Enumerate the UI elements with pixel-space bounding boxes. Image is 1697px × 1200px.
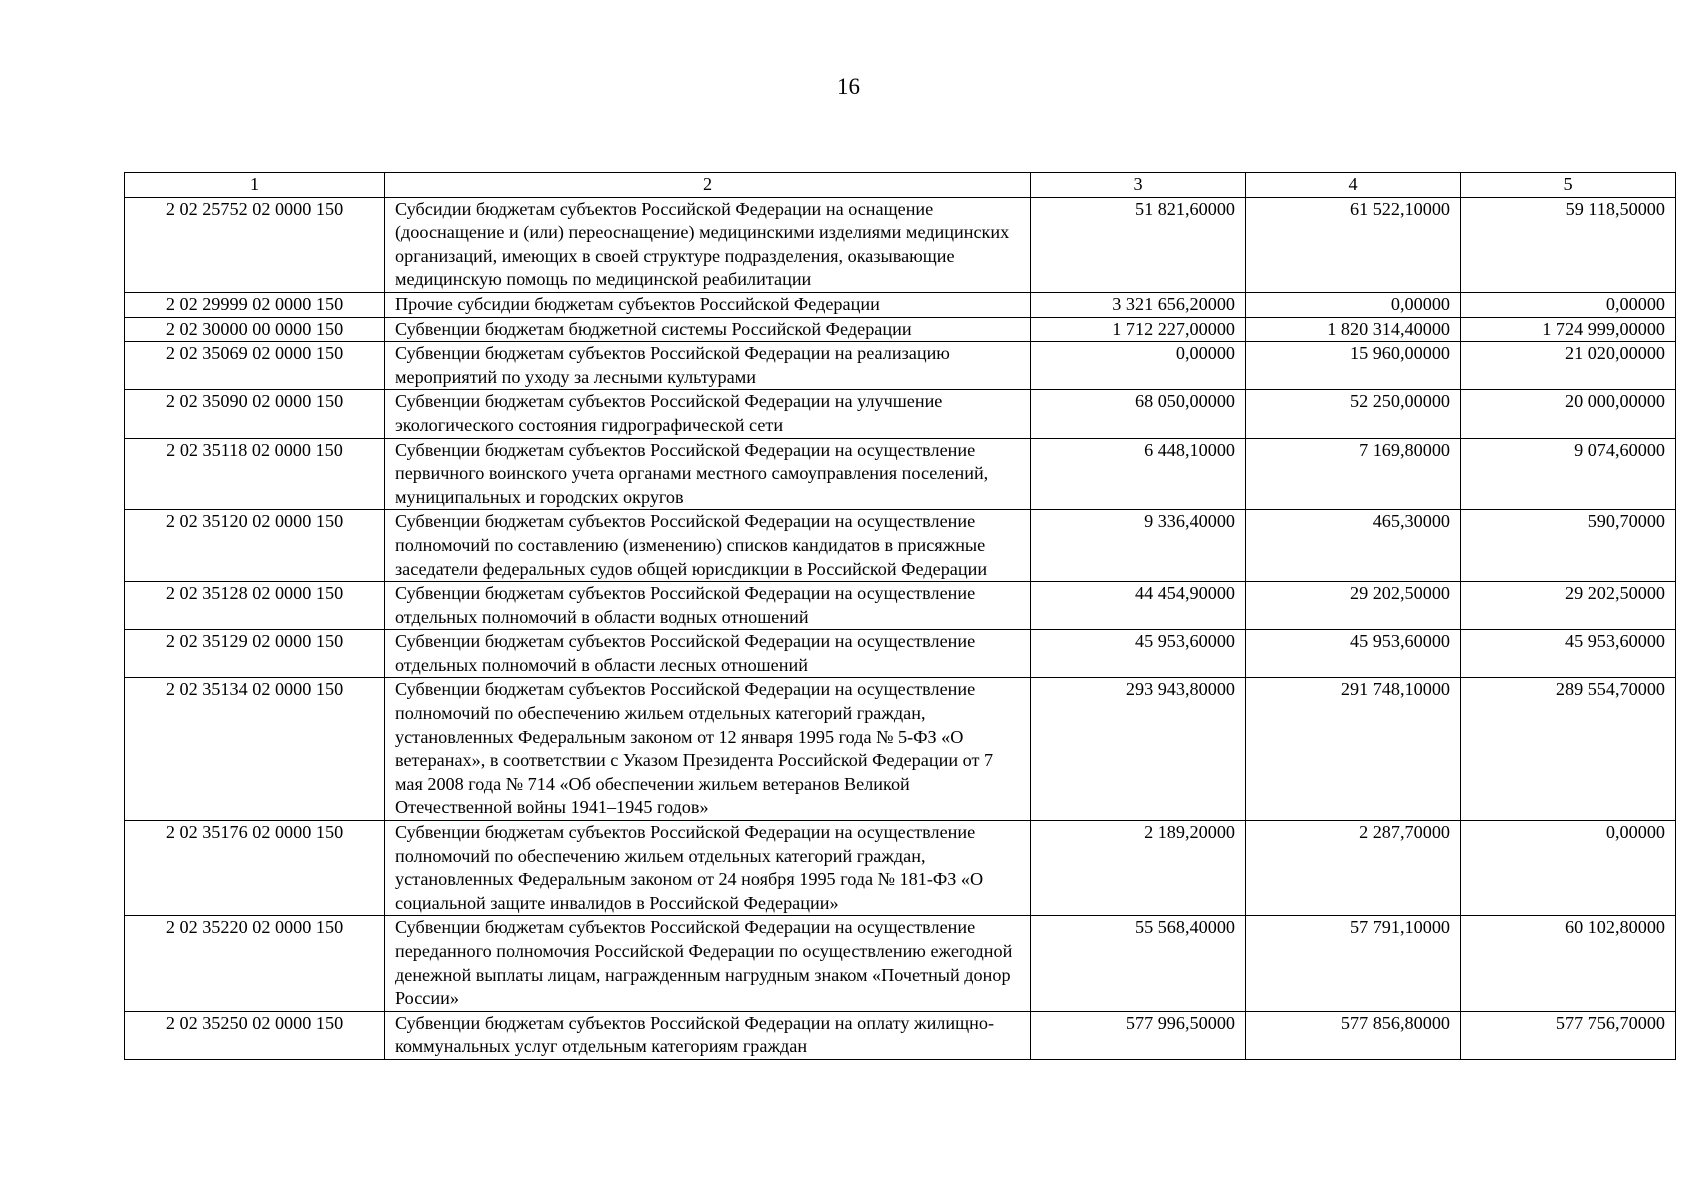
budget-code-cell: 2 02 35118 02 0000 150 bbox=[125, 438, 385, 510]
value-col3-cell: 0,00000 bbox=[1031, 342, 1246, 390]
value-col4-cell: 465,30000 bbox=[1246, 510, 1461, 582]
column-header-5: 5 bbox=[1461, 173, 1676, 198]
value-col4-cell: 7 169,80000 bbox=[1246, 438, 1461, 510]
value-col3-cell: 6 448,10000 bbox=[1031, 438, 1246, 510]
budget-code-cell: 2 02 35134 02 0000 150 bbox=[125, 678, 385, 821]
value-col3-cell: 45 953,60000 bbox=[1031, 630, 1246, 678]
table-row bbox=[125, 197, 1676, 292]
value-col5-cell: 9 074,60000 bbox=[1461, 438, 1676, 510]
value-col5-cell: 45 953,60000 bbox=[1461, 630, 1676, 678]
budget-code-cell: 2 02 30000 00 0000 150 bbox=[125, 317, 385, 342]
value-col5-cell: 29 202,50000 bbox=[1461, 582, 1676, 630]
value-col3-cell: 44 454,90000 bbox=[1031, 582, 1246, 630]
table-row bbox=[125, 292, 1676, 317]
value-col4-cell: 61 522,10000 bbox=[1246, 197, 1461, 292]
table-row bbox=[125, 821, 1676, 916]
value-col4-cell: 0,00000 bbox=[1246, 292, 1461, 317]
value-col4-cell: 52 250,00000 bbox=[1246, 390, 1461, 438]
table-body bbox=[125, 197, 1676, 1059]
description-cell: Субвенции бюджетам субъектов Российской Федерации на осуществление полномочий по обеспечению жильем отдельных категорий граждан, установленных Федеральным законом от 12 января 1995 года № 5-ФЗ «О ветеранах», в соответствии с Указом Президента Российской Федерации от 7 мая 2008 года № 714 «Об обеспечении жильем ветеранов Великой Отечественной войны 1941–1945 годов» bbox=[385, 678, 1031, 821]
value-col3-cell: 55 568,40000 bbox=[1031, 916, 1246, 1011]
value-col5-cell: 20 000,00000 bbox=[1461, 390, 1676, 438]
value-col4-cell: 45 953,60000 bbox=[1246, 630, 1461, 678]
budget-code-cell: 2 02 25752 02 0000 150 bbox=[125, 197, 385, 292]
table-row bbox=[125, 916, 1676, 1011]
table-row bbox=[125, 630, 1676, 678]
value-col4-cell: 1 820 314,40000 bbox=[1246, 317, 1461, 342]
table-row bbox=[125, 1011, 1676, 1059]
table-row bbox=[125, 438, 1676, 510]
budget-code-cell: 2 02 35128 02 0000 150 bbox=[125, 582, 385, 630]
value-col5-cell: 21 020,00000 bbox=[1461, 342, 1676, 390]
description-cell: Субвенции бюджетам субъектов Российской Федерации на реализацию мероприятий по уходу за лесными культурами bbox=[385, 342, 1031, 390]
value-col3-cell: 577 996,50000 bbox=[1031, 1011, 1246, 1059]
value-col4-cell: 15 960,00000 bbox=[1246, 342, 1461, 390]
value-col3-cell: 3 321 656,20000 bbox=[1031, 292, 1246, 317]
value-col5-cell: 0,00000 bbox=[1461, 292, 1676, 317]
table-row bbox=[125, 390, 1676, 438]
value-col3-cell: 293 943,80000 bbox=[1031, 678, 1246, 821]
budget-code-cell: 2 02 35220 02 0000 150 bbox=[125, 916, 385, 1011]
value-col5-cell: 590,70000 bbox=[1461, 510, 1676, 582]
table-row bbox=[125, 510, 1676, 582]
description-cell: Субвенции бюджетам субъектов Российской Федерации на осуществление полномочий по обеспечению жильем отдельных категорий граждан, установленных Федеральным законом от 24 ноября 1995 года № 181-ФЗ «О социальной защите инвалидов в Российской Федерации» bbox=[385, 821, 1031, 916]
value-col5-cell: 1 724 999,00000 bbox=[1461, 317, 1676, 342]
value-col5-cell: 59 118,50000 bbox=[1461, 197, 1676, 292]
column-header-1: 1 bbox=[125, 173, 385, 198]
value-col5-cell: 0,00000 bbox=[1461, 821, 1676, 916]
table-row bbox=[125, 342, 1676, 390]
value-col5-cell: 60 102,80000 bbox=[1461, 916, 1676, 1011]
value-col4-cell: 577 856,80000 bbox=[1246, 1011, 1461, 1059]
value-col3-cell: 9 336,40000 bbox=[1031, 510, 1246, 582]
budget-code-cell: 2 02 35120 02 0000 150 bbox=[125, 510, 385, 582]
value-col4-cell: 2 287,70000 bbox=[1246, 821, 1461, 916]
table-row bbox=[125, 678, 1676, 821]
description-cell: Субвенции бюджетам субъектов Российской Федерации на оплату жилищно-коммунальных услуг отдельным категориям граждан bbox=[385, 1011, 1031, 1059]
value-col5-cell: 577 756,70000 bbox=[1461, 1011, 1676, 1059]
description-cell: Субвенции бюджетам бюджетной системы Российской Федерации bbox=[385, 317, 1031, 342]
table-header bbox=[125, 173, 1676, 198]
budget-code-cell: 2 02 35176 02 0000 150 bbox=[125, 821, 385, 916]
column-header-4: 4 bbox=[1246, 173, 1461, 198]
header-row bbox=[125, 173, 1676, 198]
budget-revenue-table bbox=[124, 172, 1676, 1060]
budget-code-cell: 2 02 35129 02 0000 150 bbox=[125, 630, 385, 678]
description-cell: Субвенции бюджетам субъектов Российской Федерации на осуществление отдельных полномочий в области водных отношений bbox=[385, 582, 1031, 630]
column-header-3: 3 bbox=[1031, 173, 1246, 198]
description-cell: Субвенции бюджетам субъектов Российской Федерации на осуществление полномочий по составлению (изменению) списков кандидатов в присяжные заседатели федеральных судов общей юрисдикции в Российской Федерации bbox=[385, 510, 1031, 582]
value-col4-cell: 291 748,10000 bbox=[1246, 678, 1461, 821]
description-cell: Субсидии бюджетам субъектов Российской Федерации на оснащение (дооснащение и (или) переоснащение) медицинскими изделиями медицинских организаций, имеющих в своей структуре подразделения, оказывающие медицинскую помощь по медицинской реабилитации bbox=[385, 197, 1031, 292]
description-cell: Субвенции бюджетам субъектов Российской Федерации на улучшение экологического состояния гидрографической сети bbox=[385, 390, 1031, 438]
description-cell: Субвенции бюджетам субъектов Российской Федерации на осуществление переданного полномочия Российской Федерации по осуществлению ежегодной денежной выплаты лицам, награжденным нагрудным знаком «Почетный донор России» bbox=[385, 916, 1031, 1011]
table-row bbox=[125, 582, 1676, 630]
value-col5-cell: 289 554,70000 bbox=[1461, 678, 1676, 821]
table-row bbox=[125, 317, 1676, 342]
value-col3-cell: 1 712 227,00000 bbox=[1031, 317, 1246, 342]
column-header-2: 2 bbox=[385, 173, 1031, 198]
budget-code-cell: 2 02 29999 02 0000 150 bbox=[125, 292, 385, 317]
value-col4-cell: 57 791,10000 bbox=[1246, 916, 1461, 1011]
value-col3-cell: 2 189,20000 bbox=[1031, 821, 1246, 916]
page-number: 16 bbox=[837, 74, 860, 99]
description-cell: Субвенции бюджетам субъектов Российской Федерации на осуществление первичного воинского учета органами местного самоуправления поселений, муниципальных и городских округов bbox=[385, 438, 1031, 510]
budget-code-cell: 2 02 35090 02 0000 150 bbox=[125, 390, 385, 438]
budget-code-cell: 2 02 35069 02 0000 150 bbox=[125, 342, 385, 390]
value-col3-cell: 68 050,00000 bbox=[1031, 390, 1246, 438]
description-cell: Субвенции бюджетам субъектов Российской Федерации на осуществление отдельных полномочий в области лесных отношений bbox=[385, 630, 1031, 678]
value-col3-cell: 51 821,60000 bbox=[1031, 197, 1246, 292]
value-col4-cell: 29 202,50000 bbox=[1246, 582, 1461, 630]
description-cell: Прочие субсидии бюджетам субъектов Российской Федерации bbox=[385, 292, 1031, 317]
budget-code-cell: 2 02 35250 02 0000 150 bbox=[125, 1011, 385, 1059]
